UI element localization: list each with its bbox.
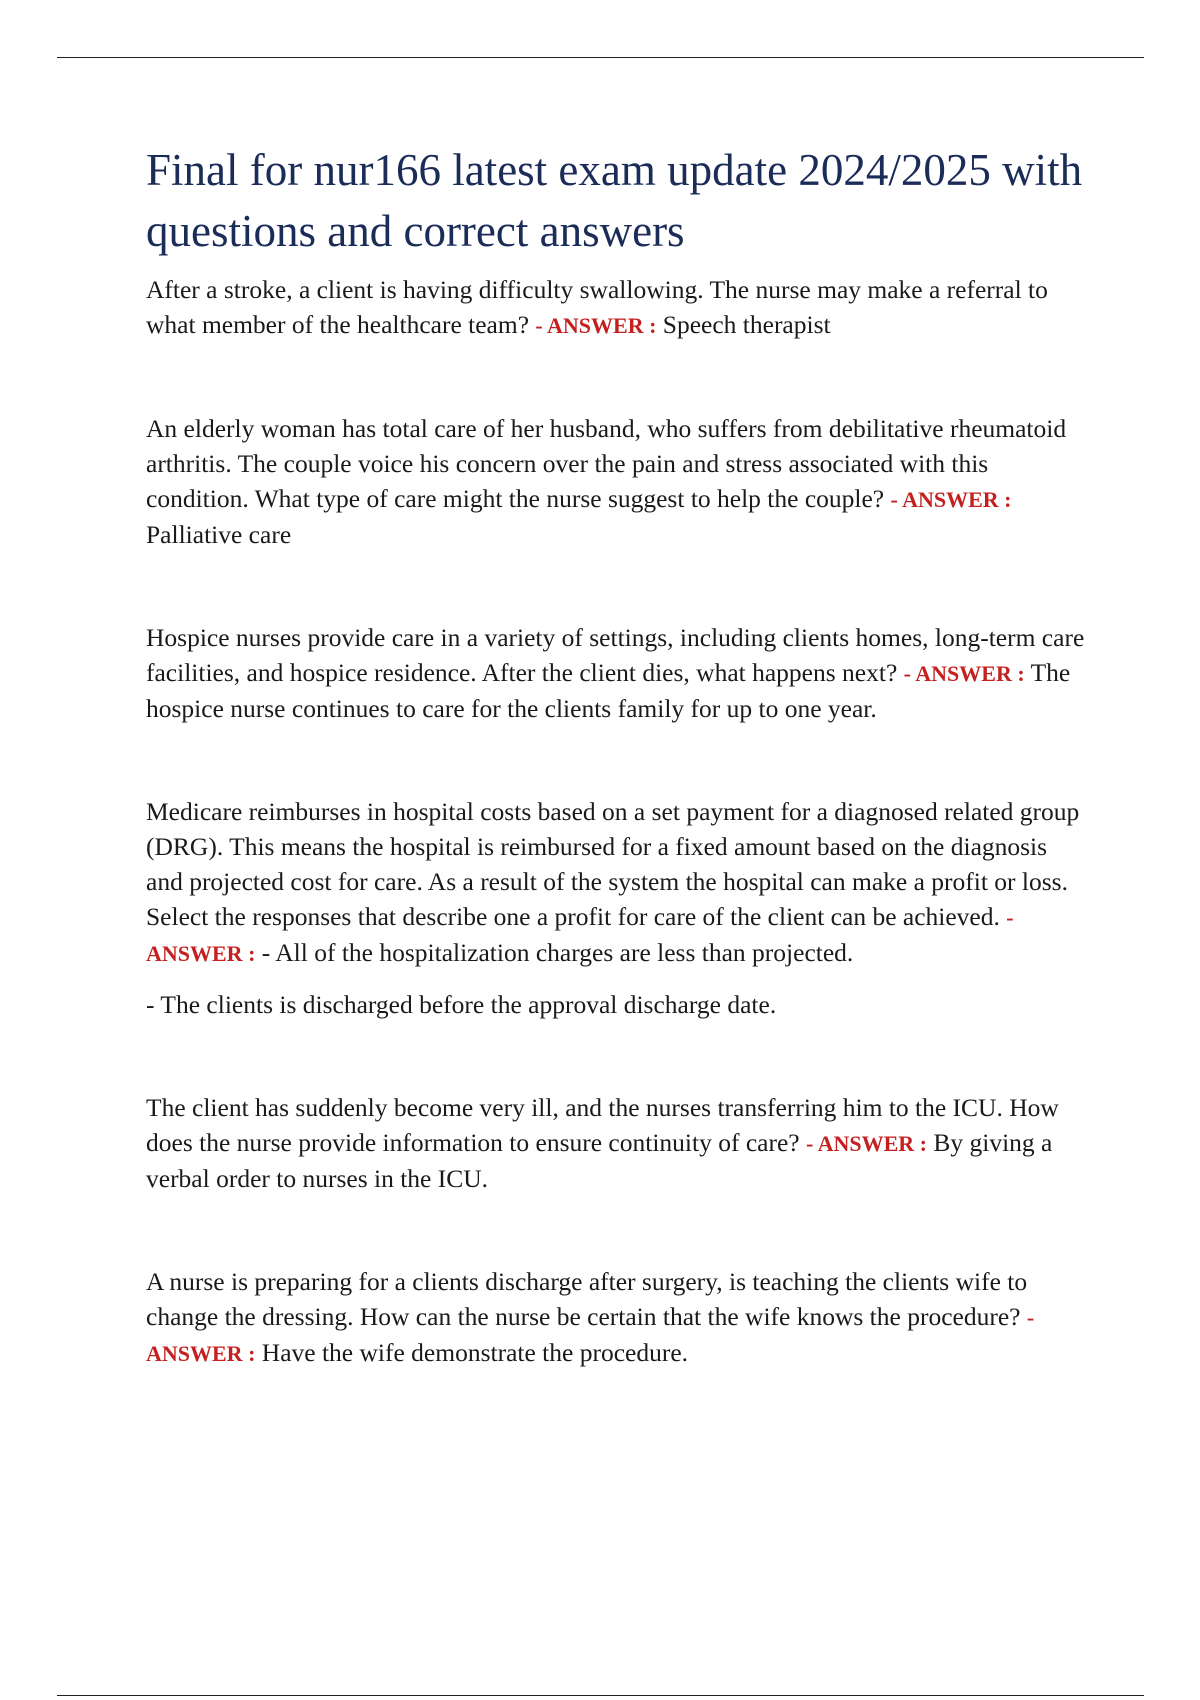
question-text: An elderly woman has total care of her husband, who suffers from debilitative rheumatoid arthritis. The couple voice his concern over the pain and stress associated with this condition. What type of care might the nurse suggest to help the couple? bbox=[146, 414, 1067, 513]
answer-label: - ANSWER : bbox=[535, 313, 657, 338]
answer-extra-text: - The clients is discharged before the approval discharge date. bbox=[146, 990, 777, 1019]
answer-label: - ANSWER : bbox=[903, 661, 1025, 686]
page-title: Final for nur166 latest exam update 2024/2025 with questions and correct answers bbox=[146, 145, 1083, 256]
qa-item bbox=[146, 1090, 1086, 1196]
question-text: Hospice nurses provide care in a variety of settings, including clients homes, long-term care facilities, and hospice residence. After the client dies, what happens next? bbox=[146, 623, 1085, 687]
question-text: Medicare reimburses in hospital costs based on a set payment for a diagnosed related group (DRG). This means the hospital is reimbursed for a fixed amount based on the diagnosis and projected cost for care. As a result of the system the hospital can make a profit or loss. Select the responses that describe one a profit for care of the client can be achieved. bbox=[146, 797, 1080, 931]
answer-text: Have the wife demonstrate the procedure. bbox=[261, 1338, 689, 1367]
answer-label: - ANSWER : bbox=[805, 1131, 927, 1156]
qa-item bbox=[146, 794, 1086, 1022]
question-text: The client has suddenly become very ill, and the nurses transferring him to the ICU. How does the nurse provide information to ensure continuity of care? bbox=[146, 1093, 1059, 1157]
answer-text: Speech therapist bbox=[662, 310, 831, 339]
qa-item bbox=[146, 1264, 1086, 1371]
answer-text: Palliative care bbox=[146, 520, 292, 549]
answer-label: - ANSWER : bbox=[146, 1305, 1035, 1366]
header-rule bbox=[57, 57, 1144, 58]
document-body bbox=[146, 140, 1086, 1371]
question-text: After a stroke, a client is having difficulty swallowing. The nurse may make a referral to what member of the healthcare team? bbox=[146, 275, 1048, 339]
answer-text: By giving a verbal order to nurses in the ICU. bbox=[146, 1128, 1053, 1193]
answer-label: - ANSWER : bbox=[146, 905, 1014, 966]
qa-main-line bbox=[146, 794, 1086, 971]
answer-text: - All of the hospitalization charges are less than projected. bbox=[261, 938, 854, 967]
answer-label: - ANSWER : bbox=[890, 487, 1012, 512]
footer-rule bbox=[57, 1695, 1144, 1696]
qa-item bbox=[146, 411, 1086, 552]
answer-text: The hospice nurse continues to care for the clients family for up to one year. bbox=[146, 658, 1071, 723]
qa-item bbox=[146, 272, 1086, 343]
qa-item bbox=[146, 620, 1086, 726]
question-text: A nurse is preparing for a clients discharge after surgery, is teaching the clients wife to change the dressing. How can the nurse be certain that the wife knows the procedure? bbox=[146, 1267, 1028, 1331]
